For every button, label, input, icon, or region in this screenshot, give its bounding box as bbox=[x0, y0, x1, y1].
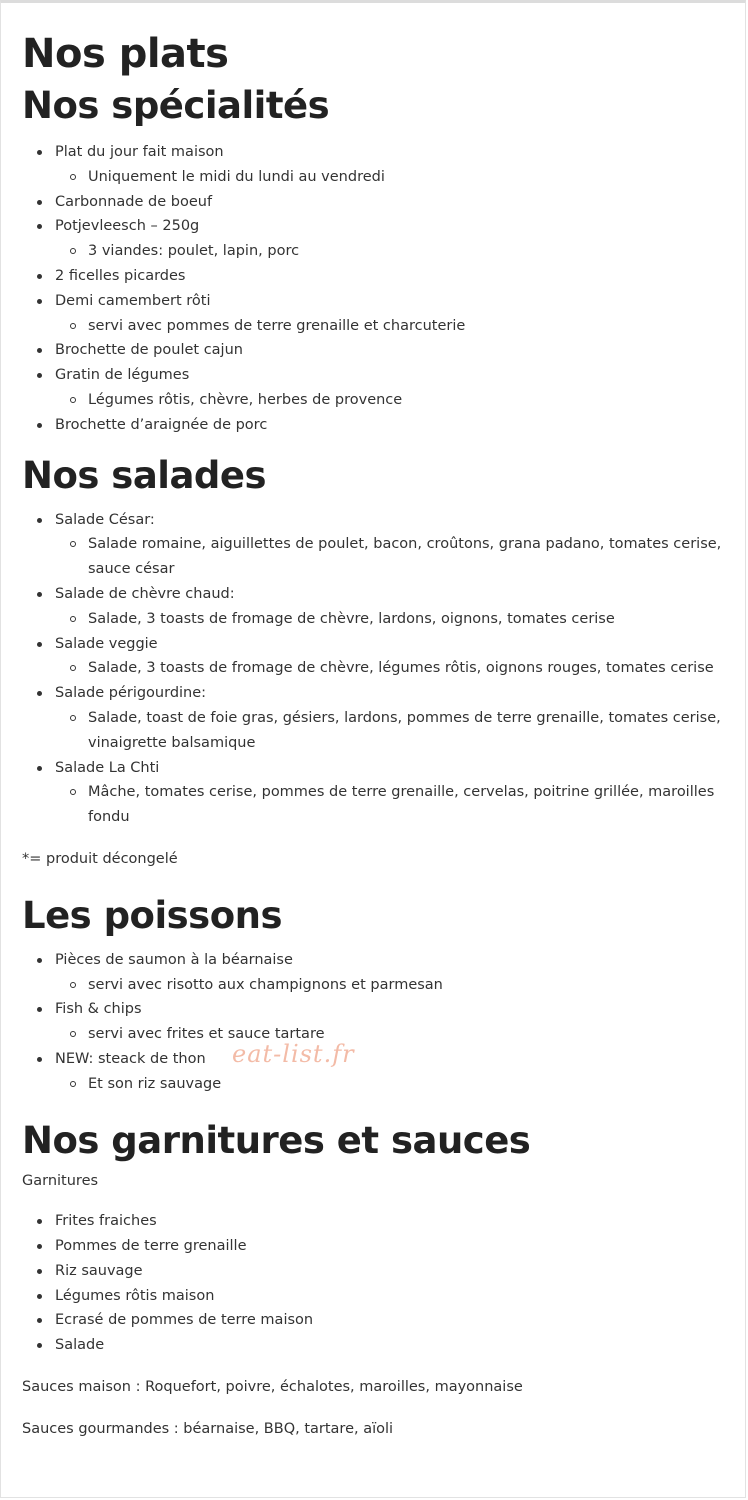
list-item bbox=[22, 1234, 722, 1259]
section-garnitures bbox=[22, 1115, 722, 1442]
item-label: Fish & chips bbox=[55, 1001, 142, 1018]
sub-item-label: Salade, toast de foie gras, gésiers, lardons, pommes de terre grenaille, tomates cerise, vinaigrette balsamique bbox=[88, 709, 721, 751]
item-label: Salade César: bbox=[55, 511, 155, 528]
sub-item-label: Légumes rôtis, chèvre, herbes de provence bbox=[88, 391, 403, 408]
sub-item-label: Et son riz sauvage bbox=[88, 1075, 222, 1092]
item-label: Riz sauvage bbox=[55, 1262, 143, 1279]
item-label: Potjevleesch – 250g bbox=[55, 218, 200, 235]
item-label: Ecrasé de pommes de terre maison bbox=[55, 1312, 314, 1329]
item-label: Brochette d’araignée de porc bbox=[55, 416, 268, 433]
section-specialites bbox=[22, 80, 722, 438]
page-title: Nos plats bbox=[22, 31, 229, 77]
bullet-icon bbox=[37, 150, 42, 155]
bullet-icon bbox=[37, 1294, 42, 1299]
circle-bullet-icon bbox=[70, 1081, 76, 1087]
bullet-icon bbox=[37, 348, 42, 353]
list-item bbox=[22, 948, 722, 998]
circle-bullet-icon bbox=[70, 616, 76, 622]
circle-bullet-icon bbox=[70, 174, 76, 180]
list-item bbox=[22, 214, 722, 264]
bullet-icon bbox=[37, 423, 42, 428]
circle-bullet-icon bbox=[70, 982, 76, 988]
list-item bbox=[22, 264, 722, 289]
list-item bbox=[22, 1259, 722, 1284]
list-item bbox=[22, 632, 722, 682]
circle-bullet-icon bbox=[70, 665, 76, 671]
item-label: Brochette de poulet cajun bbox=[55, 342, 243, 359]
item-label: Pommes de terre grenaille bbox=[55, 1238, 247, 1255]
watermark: eat-list.fr bbox=[232, 1040, 355, 1068]
bullet-icon bbox=[37, 1244, 42, 1249]
bullet-icon bbox=[37, 299, 42, 304]
section-heading: Nos salades bbox=[22, 453, 267, 497]
section-salades bbox=[22, 450, 722, 872]
sauces-gourmandes: Sauces gourmandes : béarnaise, BBQ, tartare, aïoli bbox=[22, 1420, 394, 1437]
list-item bbox=[22, 582, 722, 632]
dish-list bbox=[22, 140, 722, 438]
sub-list-item bbox=[55, 656, 722, 681]
section-heading: Les poissons bbox=[22, 893, 282, 937]
circle-bullet-icon bbox=[70, 541, 76, 547]
bullet-icon bbox=[37, 766, 42, 771]
sub-list-item bbox=[55, 1072, 722, 1097]
list-item bbox=[22, 681, 722, 755]
bullet-icon bbox=[37, 1057, 42, 1062]
garnish-list bbox=[22, 1209, 722, 1358]
sub-item-label: 3 viandes: poulet, lapin, porc bbox=[88, 243, 300, 260]
sub-item-label: Uniquement le midi du lundi au vendredi bbox=[88, 168, 385, 185]
sub-item-label: Salade, 3 toasts de fromage de chèvre, lardons, oignons, tomates cerise bbox=[88, 610, 615, 627]
section-heading: Nos garnitures et sauces bbox=[22, 1118, 531, 1162]
sub-item-label: Salade, 3 toasts de fromage de chèvre, légumes rôtis, oignons rouges, tomates cerise bbox=[88, 660, 714, 677]
sub-list bbox=[55, 706, 722, 756]
list-item bbox=[22, 289, 722, 339]
item-label: Salade bbox=[55, 1337, 105, 1354]
sub-list-item bbox=[55, 314, 722, 339]
bullet-icon bbox=[37, 373, 42, 378]
sub-list-item bbox=[55, 973, 722, 998]
list-item bbox=[22, 508, 722, 582]
list-item bbox=[22, 140, 722, 190]
sub-item-label: servi avec risotto aux champignons et parmesan bbox=[88, 976, 443, 993]
list-item bbox=[22, 1284, 722, 1309]
circle-bullet-icon bbox=[70, 397, 76, 403]
bullet-icon bbox=[37, 642, 42, 647]
bullet-icon bbox=[37, 958, 42, 963]
sub-item-label: Mâche, tomates cerise, pommes de terre grenaille, cervelas, poitrine grillée, maroilles fondu bbox=[88, 784, 715, 826]
bullet-icon bbox=[37, 274, 42, 279]
circle-bullet-icon bbox=[70, 715, 76, 721]
sub-list bbox=[55, 973, 722, 998]
sub-item-label: servi avec pommes de terre grenaille et charcuterie bbox=[88, 317, 466, 334]
item-label: Salade La Chti bbox=[55, 759, 160, 776]
sub-list-item bbox=[55, 706, 722, 756]
item-label: NEW: steack de thon bbox=[55, 1050, 206, 1067]
item-label: Salade périgourdine: bbox=[55, 685, 207, 702]
sub-list bbox=[55, 1022, 722, 1047]
bullet-icon bbox=[37, 518, 42, 523]
garnitures-intro: Garnitures bbox=[22, 1172, 99, 1189]
item-label: Gratin de légumes bbox=[55, 367, 190, 384]
list-item bbox=[22, 190, 722, 215]
item-label: Pièces de saumon à la béarnaise bbox=[55, 951, 293, 968]
sub-list bbox=[55, 1072, 722, 1097]
list-item bbox=[22, 1333, 722, 1358]
list-item bbox=[22, 997, 722, 1047]
sauces-maison: Sauces maison : Roquefort, poivre, échalotes, maroilles, mayonnaise bbox=[22, 1379, 523, 1396]
footnote: *= produit décongelé bbox=[22, 850, 178, 867]
sub-list bbox=[55, 165, 722, 190]
bullet-icon bbox=[37, 691, 42, 696]
sub-list bbox=[55, 656, 722, 681]
sub-list-item bbox=[55, 532, 722, 582]
sub-list-item bbox=[55, 1022, 722, 1047]
circle-bullet-icon bbox=[70, 248, 76, 254]
sub-list-item bbox=[55, 607, 722, 632]
bullet-icon bbox=[37, 1007, 42, 1012]
sub-item-label: Salade romaine, aiguillettes de poulet, bacon, croûtons, grana padano, tomates cerise, sauce césar bbox=[88, 536, 722, 578]
list-item bbox=[22, 338, 722, 363]
bullet-icon bbox=[37, 592, 42, 597]
sub-list-item bbox=[55, 388, 722, 413]
sub-item-label: servi avec frites et sauce tartare bbox=[88, 1026, 325, 1043]
list-item bbox=[22, 363, 722, 413]
sub-list bbox=[55, 780, 722, 830]
item-label: Frites fraiches bbox=[55, 1213, 157, 1230]
sub-list-item bbox=[55, 780, 722, 830]
sub-list bbox=[55, 388, 722, 413]
item-label: Salade de chèvre chaud: bbox=[55, 585, 235, 602]
list-item bbox=[22, 1047, 722, 1097]
bullet-icon bbox=[37, 1343, 42, 1348]
section-poissons bbox=[22, 890, 722, 1097]
section-heading: Nos spécialités bbox=[22, 84, 330, 127]
bullet-icon bbox=[37, 1318, 42, 1323]
menu-content bbox=[22, 26, 722, 1442]
list-item bbox=[22, 756, 722, 830]
item-label: Légumes rôtis maison bbox=[55, 1287, 215, 1304]
sub-list bbox=[55, 532, 722, 582]
bullet-icon bbox=[37, 200, 42, 205]
dish-list bbox=[22, 508, 722, 830]
list-item bbox=[22, 1209, 722, 1234]
item-label: Salade veggie bbox=[55, 635, 158, 652]
item-label: Carbonnade de boeuf bbox=[55, 193, 213, 210]
circle-bullet-icon bbox=[70, 323, 76, 329]
list-item bbox=[22, 1308, 722, 1333]
sub-list bbox=[55, 607, 722, 632]
bullet-icon bbox=[37, 1219, 42, 1224]
bullet-icon bbox=[37, 224, 42, 229]
dish-list bbox=[22, 948, 722, 1097]
item-label: Demi camembert rôti bbox=[55, 292, 211, 309]
item-label: Plat du jour fait maison bbox=[55, 144, 224, 160]
item-label: 2 ficelles picardes bbox=[55, 267, 186, 284]
list-item bbox=[22, 413, 722, 438]
sub-list bbox=[55, 314, 722, 339]
circle-bullet-icon bbox=[70, 1031, 76, 1037]
sub-list bbox=[55, 239, 722, 264]
circle-bullet-icon bbox=[70, 789, 76, 795]
sub-list-item bbox=[55, 239, 722, 264]
sub-list-item bbox=[55, 165, 722, 190]
bullet-icon bbox=[37, 1269, 42, 1274]
